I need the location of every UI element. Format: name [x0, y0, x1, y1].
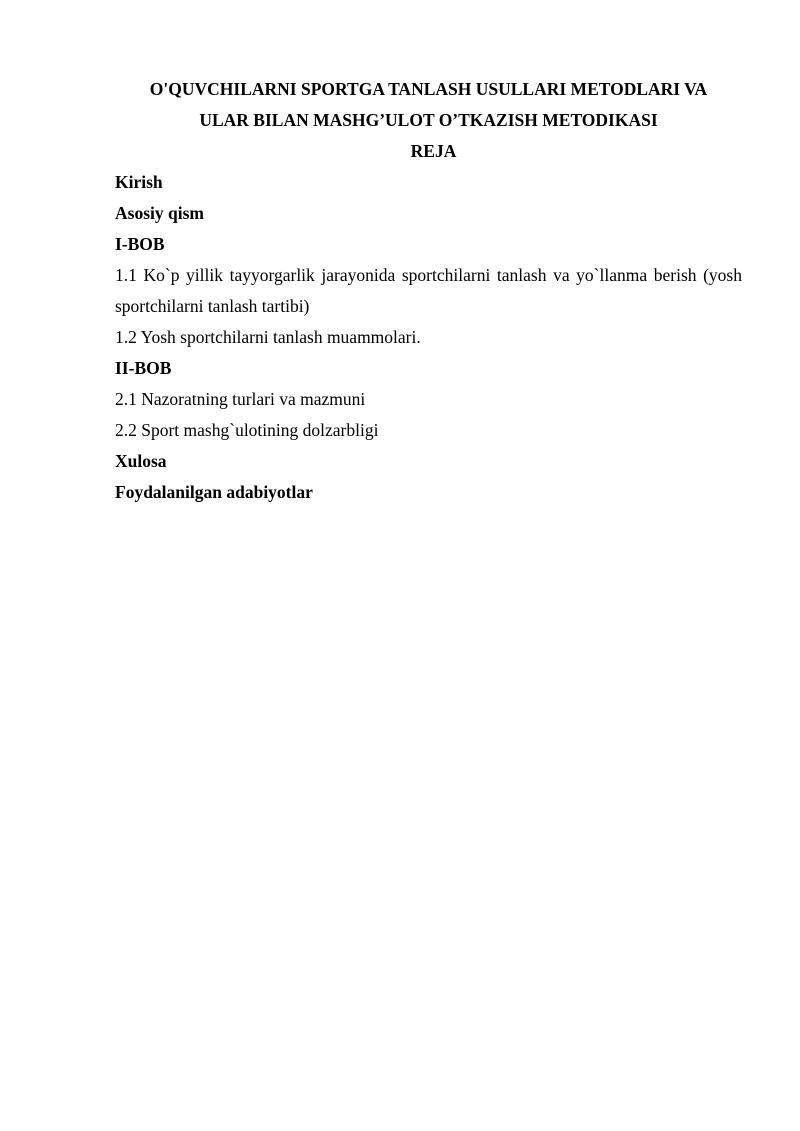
chapter-1-heading: I-BOB	[115, 234, 165, 254]
outline-conclusion: Xulosa	[115, 451, 167, 471]
chapter-2-heading: II-BOB	[115, 358, 172, 378]
outline-item-1-1: 1.1 Ko`p yillik tayyorgarlik jarayonida sportchilarni tanlash va yo`llanma berish (yosh sportchilarni tanlash tartibi)	[115, 265, 742, 316]
document-title	[115, 74, 742, 136]
outline-item-2-2: 2.2 Sport mashg`ulotining dolzarbligi	[115, 420, 379, 440]
title-line-2: ULAR BILAN MASHG’ULOT O’TKAZISH METODIKASI	[199, 110, 658, 130]
outline-main-part: Asosiy qism	[115, 203, 204, 223]
outline-references: Foydalanilgan adabiyotlar	[115, 482, 313, 502]
plan-heading: REJA	[410, 141, 457, 161]
outline-item-2-1: 2.1 Nazoratning turlari va mazmuni	[115, 389, 366, 409]
outline-item-1-2: 1.2 Yosh sportchilarni tanlash muammolari.	[115, 327, 421, 347]
title-line-1: O'QUVCHILARNI SPORTGA TANLASH USULLARI METODLARI VA	[149, 79, 708, 99]
document-page	[115, 74, 742, 508]
outline-intro: Kirish	[115, 172, 163, 192]
